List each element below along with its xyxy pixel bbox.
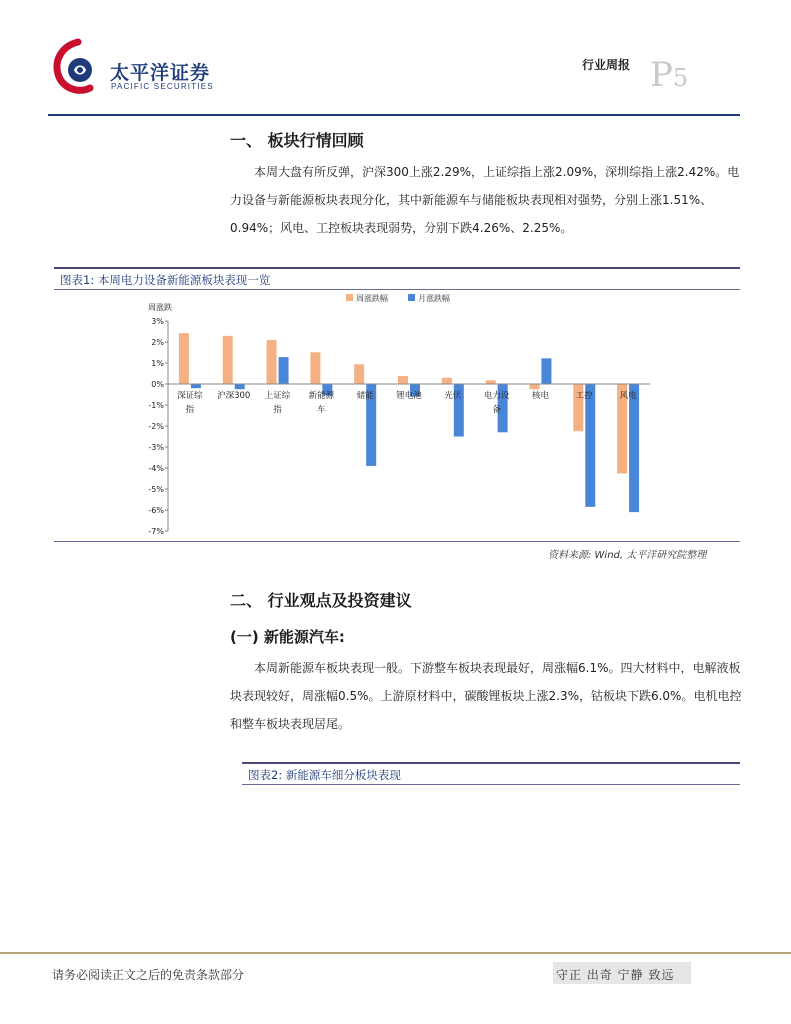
category-label: 电力设 bbox=[483, 391, 510, 401]
legend-label: 月涨跌幅 bbox=[418, 294, 450, 303]
section1-heading: 一、 板块行情回顾 bbox=[230, 131, 364, 150]
legend-swatch bbox=[408, 294, 415, 301]
bar-weekly bbox=[398, 376, 408, 384]
header-divider bbox=[48, 114, 740, 116]
legend-swatch bbox=[346, 294, 353, 301]
brand-name-en: PACIFIC SECURITIES bbox=[111, 82, 214, 91]
bar-monthly bbox=[629, 384, 639, 512]
category-label: 新能源 bbox=[308, 391, 335, 401]
y-axis-ticks bbox=[148, 317, 168, 536]
y-axis-label: 周涨跌 bbox=[148, 303, 172, 312]
bar-monthly bbox=[235, 384, 245, 389]
category-label: 核电 bbox=[531, 391, 549, 401]
bar-weekly bbox=[529, 384, 539, 389]
category-label: 备 bbox=[492, 405, 501, 415]
bar-weekly bbox=[179, 333, 189, 384]
y-tick-label: -2% bbox=[148, 422, 164, 431]
report-type-label: 行业周报 bbox=[582, 58, 631, 72]
page-letter: P bbox=[650, 55, 673, 95]
pacific-securities-logo-icon bbox=[50, 38, 106, 96]
category-label: 工控 bbox=[575, 391, 593, 401]
section2-subheading: (一) 新能源汽车: bbox=[230, 628, 345, 646]
legend-label: 周涨跌幅 bbox=[356, 294, 388, 303]
bar-monthly bbox=[585, 384, 595, 507]
bar-weekly bbox=[354, 364, 364, 384]
y-tick-label: 3% bbox=[151, 317, 164, 326]
figure1-top-rule bbox=[54, 267, 740, 269]
category-label: 光伏 bbox=[444, 391, 462, 401]
category-label: 风电 bbox=[619, 391, 637, 401]
category-label: 上证综 bbox=[264, 391, 291, 401]
footer-motto: 守正 出奇 宁静 致远 bbox=[556, 968, 675, 982]
figure2-title: 图表2: 新能源车细分板块表现 bbox=[248, 768, 401, 782]
section2-heading: 二、 行业观点及投资建议 bbox=[230, 591, 412, 610]
figure1-bottom-rule bbox=[54, 541, 740, 542]
bar-monthly bbox=[191, 384, 201, 388]
category-label: 储能 bbox=[356, 391, 374, 401]
y-tick-label: -6% bbox=[148, 506, 164, 515]
y-tick-label: -3% bbox=[148, 443, 164, 452]
chart-legend bbox=[346, 293, 450, 303]
brand-name-cn: 太平洋证券 bbox=[110, 62, 211, 84]
figure2-title-rule bbox=[242, 784, 740, 785]
bar-weekly bbox=[442, 378, 452, 384]
bar-monthly bbox=[541, 358, 551, 384]
y-tick-label: 0% bbox=[151, 380, 164, 389]
figure2-top-rule bbox=[242, 762, 740, 764]
sector-performance-chart bbox=[138, 290, 678, 540]
chart-bars bbox=[179, 333, 639, 512]
category-label: 指 bbox=[273, 405, 282, 415]
category-label: 车 bbox=[317, 405, 326, 415]
footer-divider bbox=[0, 952, 791, 954]
figure1-source: 资料来源: Wind, 太平洋研究院整理 bbox=[548, 550, 707, 561]
bar-monthly bbox=[279, 357, 289, 384]
category-label: 深证综 bbox=[177, 391, 203, 401]
category-label: 沪深300 bbox=[217, 391, 251, 401]
bar-weekly bbox=[486, 380, 496, 384]
y-tick-label: -1% bbox=[148, 401, 164, 410]
y-tick-label: -7% bbox=[148, 527, 164, 536]
figure1-title: 图表1: 本周电力设备新能源板块表现一览 bbox=[60, 273, 271, 287]
page-number bbox=[650, 55, 689, 95]
bar-weekly bbox=[267, 340, 277, 384]
section2-paragraph: 本周新能源车板块表现一般。下游整车板块表现最好，周涨幅6.1%。四大材料中，电解液板块表现较好，周涨幅0.5%。上游原材料中，碳酸锂板块上涨2.3%，钴板块下跌6.0%。电机电控和整车板块表现居尾。 bbox=[230, 661, 742, 731]
page-number-value: 5 bbox=[672, 64, 689, 92]
y-tick-label: 2% bbox=[151, 338, 164, 347]
footer-disclaimer: 请务必阅读正文之后的免责条款部分 bbox=[52, 968, 245, 982]
category-label: 指 bbox=[185, 405, 195, 415]
y-tick-label: 1% bbox=[151, 359, 164, 368]
y-tick-label: -5% bbox=[148, 485, 164, 494]
section1-paragraph: 本周大盘有所反弹，沪深300上涨2.29%，上证综指上涨2.09%，深圳综指上涨2.42%。电力设备与新能源板块表现分化，其中新能源车与储能板块表现相对强势，分别上涨1.51%、0.94%；风电、工控板块表现弱势，分别下跌4.26%、2.25%。 bbox=[230, 165, 740, 235]
category-label: 锂电池 bbox=[396, 391, 422, 401]
bar-weekly bbox=[223, 336, 233, 384]
x-axis-categories bbox=[177, 390, 637, 415]
bar-weekly bbox=[310, 352, 320, 384]
y-tick-label: -4% bbox=[148, 464, 164, 473]
